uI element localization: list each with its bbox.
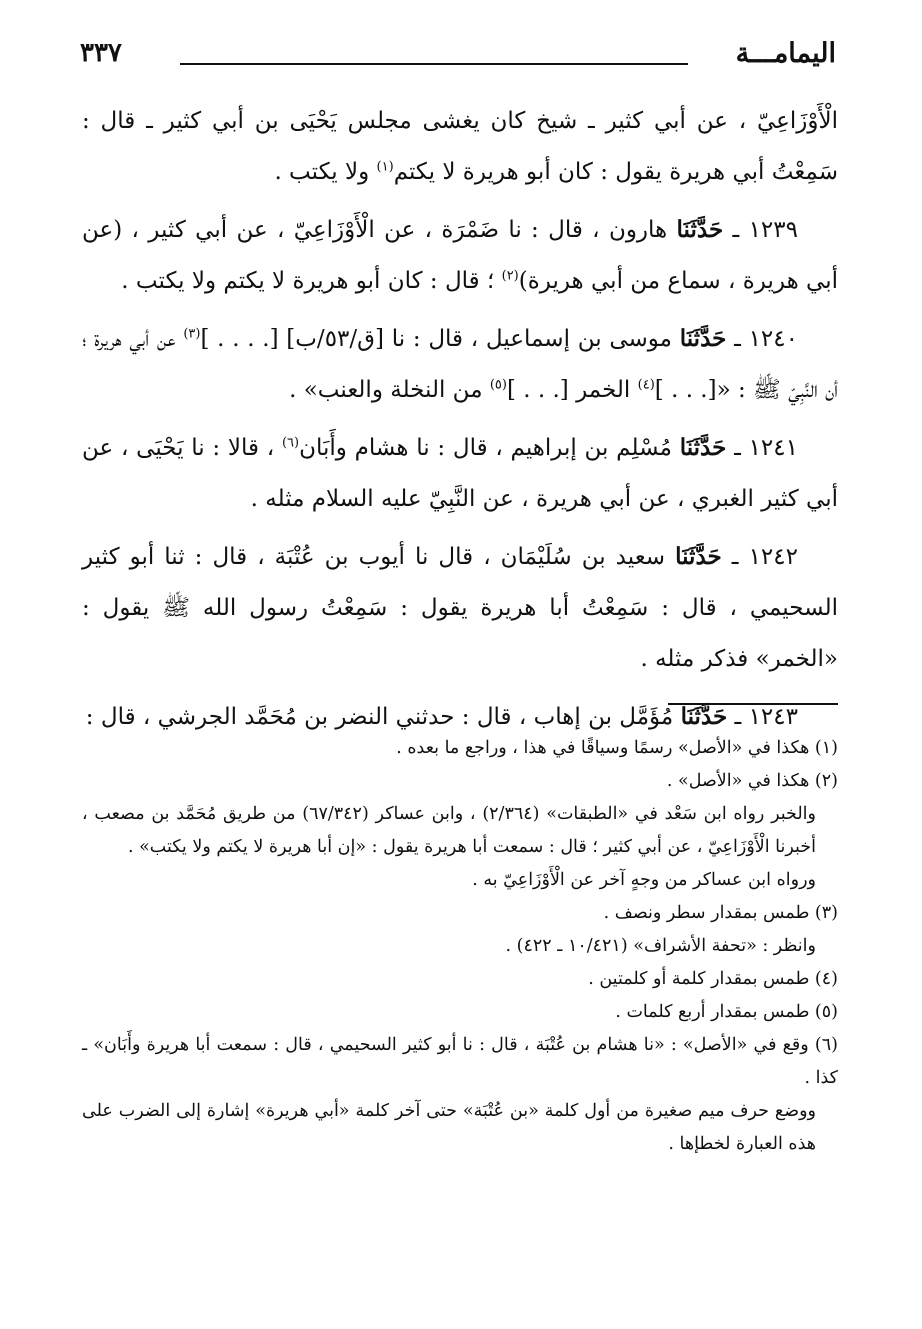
main-text xyxy=(82,96,838,749)
hadith-number: ١٢٤٣ ـ xyxy=(727,704,798,730)
footnote: (٣) طمس بمقدار سطر ونصف . xyxy=(603,903,838,923)
hadith-keyword: حَدَّثَنَا xyxy=(675,543,722,570)
footnote-marker: (٥) xyxy=(489,377,507,393)
hadith-number: ١٢٣٩ ـ xyxy=(723,217,798,243)
running-title: اليمامـــة xyxy=(735,38,836,69)
footnote: (٦) وقع في «الأصل» : «نا هشام بن عُتْبَة ، قال : نا أبو كثير السحيمي ، قال : سمعت أبا هريرة وأَبَان» ـ كذا . xyxy=(82,1035,838,1088)
paragraph-continuation xyxy=(82,96,838,198)
footnote-continuation: ورواه ابن عساكر من وجهٍ آخر عن الْأَوْزَاعِيّ به . xyxy=(472,870,816,890)
footnote-continuation: ووضع حرف ميم صغيرة من أول كلمة «بن عُتْبَة» حتى آخر كلمة «أبي هريرة» إشارة إلى الضرب على هذه العبارة لخطإها . xyxy=(82,1101,816,1154)
footnote-marker: (١) xyxy=(376,159,394,175)
hadith-text: مُؤَمَّل بن إهاب ، قال : حدثني النضر بن مُحَمَّد الجرشي ، قال : xyxy=(85,704,681,730)
footnote-marker: (٢) xyxy=(501,268,519,284)
hadith-1241 xyxy=(82,422,838,525)
paragraph-text: الْأَوْزَاعِيّ ، عن أبي كثير ـ شيخ كان يغشى مجلس يَحْيَى بن أبي كثير ـ قال : سَمِعْتُ أبي هريرة يقول : كان أبو هريرة لا يكتم xyxy=(82,108,838,185)
paragraph-text: ولا يكتب . xyxy=(274,159,377,185)
hadith-text: موسى بن إسماعيل ، قال : نا [ق/٥٣/ب] [. . . . ] xyxy=(200,326,680,352)
hadith-text: عن أبي هريرة ؛ أن النَّبِيّ ﷺ : «[. . . ] xyxy=(82,326,838,403)
footnote-marker: (٦) xyxy=(281,435,300,451)
hadith-number: ١٢٤٠ ـ xyxy=(726,326,798,352)
hadith-text: هارون ، قال : نا ضَمْرَة ، عن الْأَوْزَاعِيّ ، عن أبي كثير ، (عن أبي هريرة ، سماع من أبي هريرة) xyxy=(82,217,838,294)
hadith-text: ، قالا : نا يَحْيَى ، عن أبي كثير الغبري ، عن أبي هريرة ، عن النَّبِيّ عليه السلام مثله . xyxy=(82,435,838,512)
footnote-continuation: وانظر : «تحفة الأشراف» (١٠/٤٢١ ـ ٤٢٢) . xyxy=(505,936,816,956)
hadith-keyword: حَدَّثَنَا xyxy=(679,434,727,461)
hadith-1239 xyxy=(82,204,838,307)
hadith-number: ١٢٤٢ ـ xyxy=(721,544,798,570)
footnote: (٤) طمس بمقدار كلمة أو كلمتين . xyxy=(588,969,838,989)
footnote: (٥) طمس بمقدار أربع كلمات . xyxy=(615,1002,838,1022)
hadith-1242 xyxy=(82,531,838,685)
footnote-separator xyxy=(668,703,838,705)
page-number: ٣٣٧ xyxy=(80,38,122,68)
hadith-keyword: حَدَّثَنَا xyxy=(676,216,724,243)
hadith-keyword: حَدَّثَنَا xyxy=(680,703,728,730)
hadith-text: الخمر [. . . ] xyxy=(506,377,638,403)
hadith-keyword: حَدَّثَنَا xyxy=(679,325,727,352)
hadith-text: ؛ قال : كان أبو هريرة لا يكتم ولا يكتب . xyxy=(121,268,502,294)
footnote-continuation: والخبر رواه ابن سَعْد في «الطبقات» (٢/٣٦٤) ، وابن عساكر (٦٧/٣٤٢) من طريق مُحَمَّد بن مصعب ، أخبرنا الْأَوْزَاعِيّ ، عن أبي كثير ؛ قال : سمعت أبا هريرة يقول : «إن أبا هريرة لا يكتم ولا يكتب» . xyxy=(82,804,816,857)
hadith-number: ١٢٤١ ـ xyxy=(726,435,798,461)
footnote-marker: (٤) xyxy=(637,377,655,393)
hadith-text: مُسْلِم بن إبراهيم ، قال : نا هشام وأَبَان xyxy=(299,435,680,461)
hadith-text: من النخلة والعنب» . xyxy=(289,377,490,403)
hadith-text: سعيد بن سُلَيْمَان ، قال نا أيوب بن عُتْبَة ، قال : ثنا أبو كثير السحيمي ، قال : سَمِعْتُ أبا هريرة يقول : سَمِعْتُ رسول الله ﷺ يقول : «الخمر» فذكر مثله . xyxy=(82,544,838,672)
running-head xyxy=(80,38,836,78)
header-rule xyxy=(180,63,688,65)
footnotes xyxy=(82,732,838,1161)
footnote-marker: (٣) xyxy=(183,326,201,342)
footnote: (٢) هكذا في «الأصل» . xyxy=(666,771,838,791)
footnote: (١) هكذا في «الأصل» رسمًا وسياقًا في هذا ، وراجع ما بعده . xyxy=(396,738,838,758)
hadith-1240 xyxy=(82,313,838,416)
